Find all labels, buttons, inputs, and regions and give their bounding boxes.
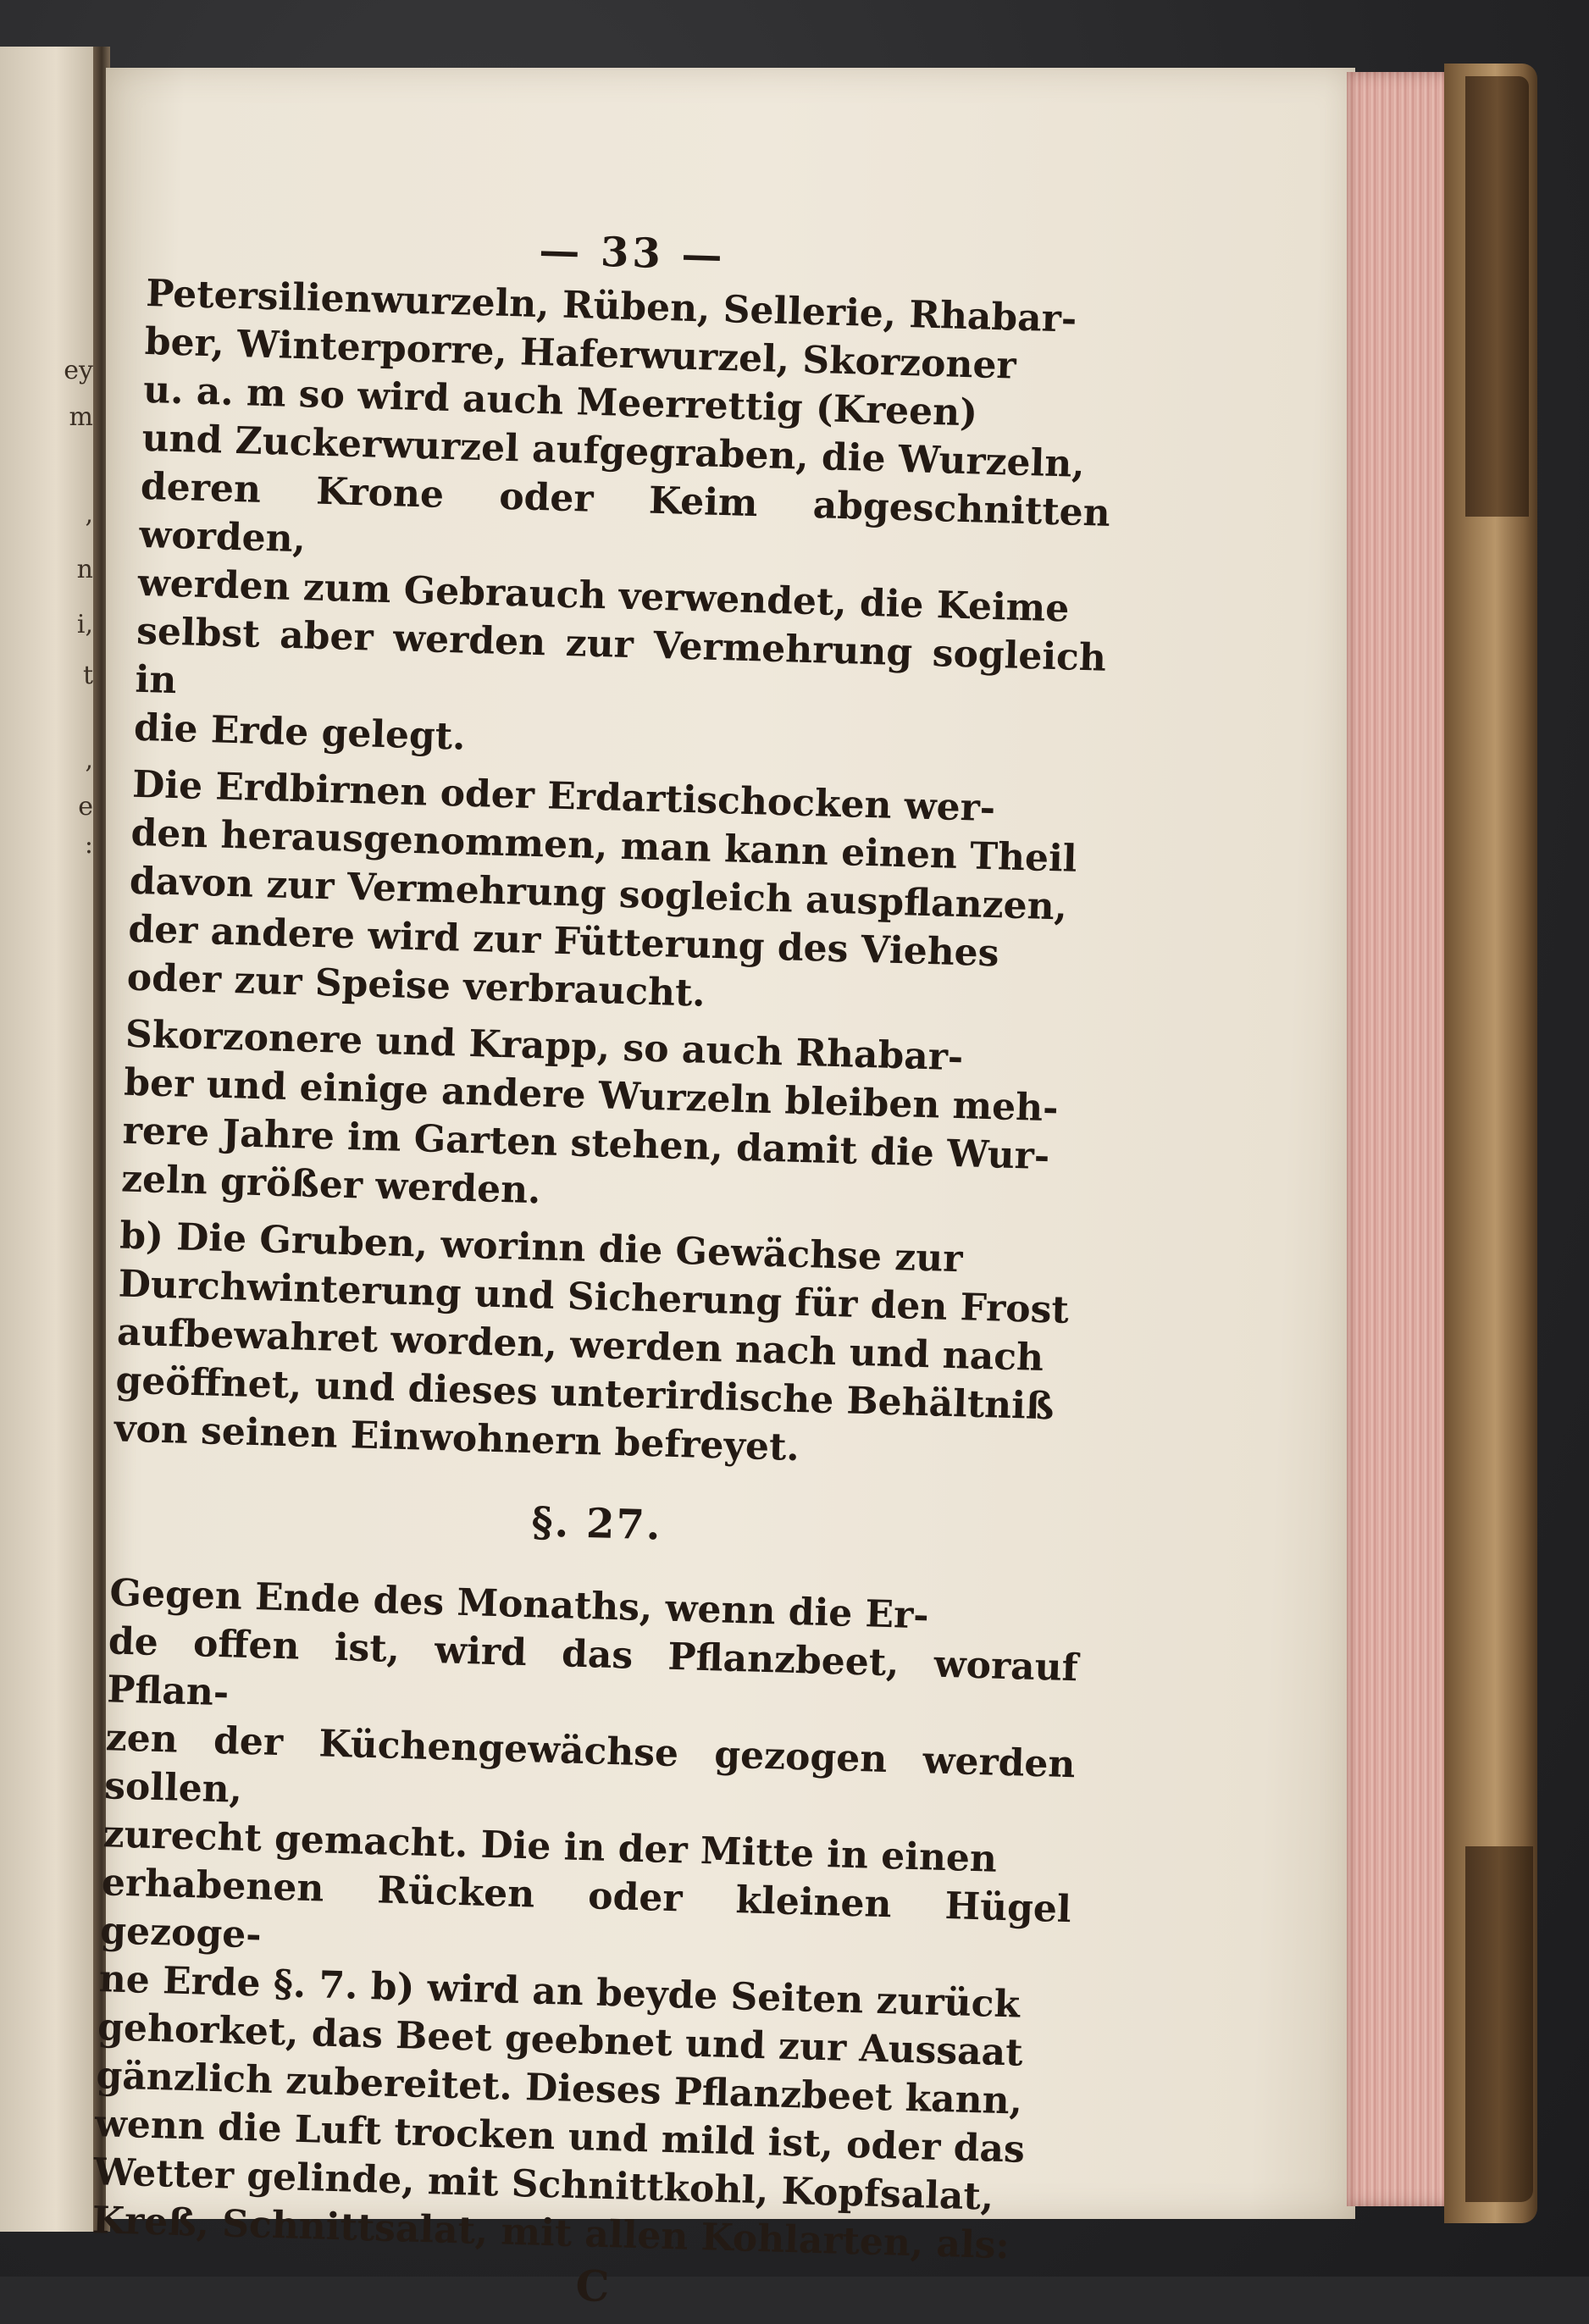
previous-page-edge [0, 47, 102, 2232]
page-block-edge [1347, 72, 1457, 2206]
left-page-fragment: : [84, 830, 93, 860]
paragraph: Skorzonere und Krapp, so auch Rhabar- ber und einige andere Wurzeln bleiben meh- rere Jahre im Garten stehen, damit die Wur- zeln größer werden. [120, 1012, 1060, 1213]
page-number: — 33 — [538, 226, 727, 280]
cover-corner-top [1465, 76, 1529, 517]
left-page-fragment: t [82, 661, 93, 690]
left-page-fragment: n [76, 555, 93, 584]
section-heading: §. 27. [530, 1498, 663, 1550]
left-page-fragment: i, [76, 610, 93, 639]
left-page-fragment: , [85, 745, 93, 775]
catchword: C [574, 2260, 611, 2312]
paragraph: Petersilienwurzeln, Rüben, Sellerie, Rhabar- ber, Winterporre, Haferwurzel, Skorzoner u. a. m so wird auch Meerrettig (Kreen) und Zuckerwurzel aufgegraben, die Wurzeln, deren Krone oder Keim abgeschnitten worden, werden zum Gebrauch verwendet, die Keime selbst aber werden zur Vermehrung sogleich in die Erde gelegt. [133, 271, 1111, 759]
paragraph: b) Die Gruben, worinn die Gewächse zur Durchwinterung und Sicherung für den Frost aufbewahret worden, werden nach und nach geöffnet, und dieses unterirdische Behältniß von seinen Einwohnern befreyet. [114, 1214, 1070, 1470]
left-page-fragment: , [85, 500, 93, 529]
cover-corner-bottom [1465, 1846, 1533, 2202]
left-page-fragment: ey [64, 356, 93, 385]
left-page-fragment: m [69, 402, 93, 432]
paragraph: Gegen Ende des Monaths, wenn die Er- de offen ist, wird das Pflanzbeet, worauf Pflan- zen der Küchengewächse gezogen werden sollen, zurecht gemacht. Die in der Mitte in einen erhabenen Rücken oder kleinen Hügel gezoge- ne Erde §. 7. b) wird an beyde Seiten zurück gehorket, das Beet geebnet und zur Aussaat gänzlich zubereitet. Dieses Pflanzbeet kann, wenn die Luft trocken und mild ist, oder das Wetter gelinde, mit Schnittkohl, Kopfsalat, Kreß, Schnittsalat, mit allen Kohlarten, als: [91, 1571, 1079, 2268]
paragraph: Die Erdbirnen oder Erdartischocken wer- den herausgenommen, man kann einen Theil davon zur Vermehrung sogleich auspflanzen, der andere wird zur Fütterung des Viehes oder zur Speise verbraucht. [126, 762, 1078, 1015]
left-page-fragment: e [78, 792, 93, 822]
page-text [90, 216, 1117, 2323]
